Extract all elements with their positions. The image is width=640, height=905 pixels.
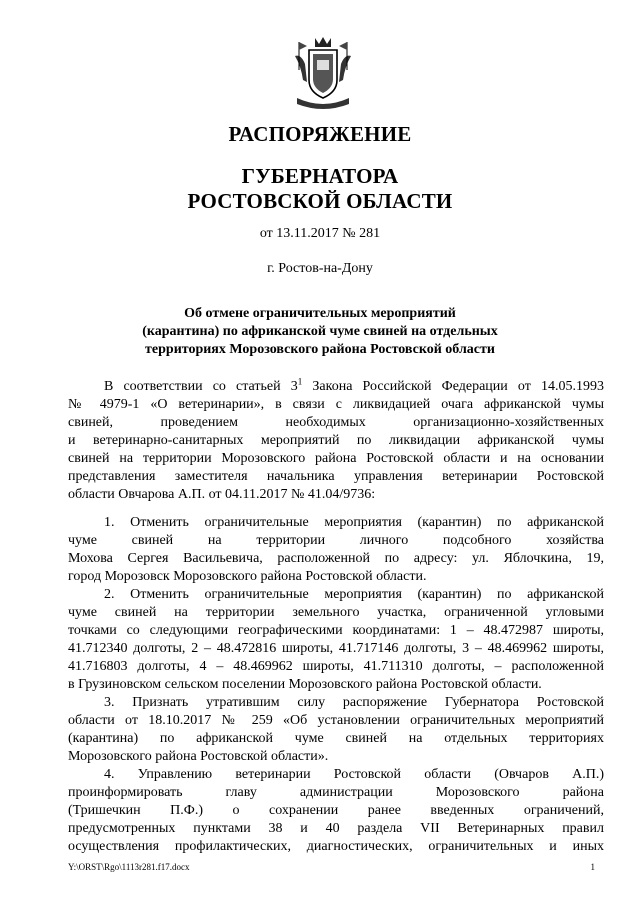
preamble-paragraph — [68, 378, 604, 504]
text-line: свиней, проведением необходимых организационно-хозяйственных — [68, 415, 604, 430]
document-date-number: от 13.11.2017 № 281 — [259, 226, 381, 241]
item-1-line: Мохова Сергея Васильевича, расположенной по адресу: ул. Яблочкина, 19, — [68, 551, 604, 566]
text-line: свиней на территории Морозовского района Ростовской области и на основании — [68, 451, 604, 466]
coat-of-arms-icon — [291, 36, 355, 112]
text-line: и ветеринарно-санитарных мероприятий по ликвидации африканской чумы — [68, 433, 604, 448]
item-1-line: чуме свиней на территории личного подсобного хозяйства — [68, 533, 604, 548]
text-line: представления заместителя начальника управления ветеринарии Ростовской — [68, 469, 604, 484]
file-path-footer: Y:\ORST\Rgo\1113r281.f17.docx — [68, 862, 190, 872]
document-heading — [120, 305, 520, 359]
item-3-line: Морозовского района Ростовской области». — [68, 749, 329, 764]
item-3-line: (карантина) по африканской чуме свиней на отдельных территориях — [68, 731, 604, 746]
item-4-line: (Тришечкин П.Ф.) о сохранении ранее введенных ограничений, — [68, 803, 604, 818]
item-4-line: 4. Управлению ветеринарии Ростовской области (Овчаров А.П.) — [104, 767, 604, 782]
document-city: г. Ростов-на-Дону — [267, 261, 373, 276]
page-number: 1 — [590, 862, 595, 872]
item-2-line: 41.716803 долготы, 4 – 48.469962 широты, 41.711310 долготы, – расположенной — [68, 659, 604, 674]
item-3-line: 3. Признать утратившим силу распоряжение Губернатора Ростовской — [104, 695, 604, 710]
heading-line: Об отмене ограничительных мероприятий — [184, 306, 456, 321]
item-2-line: точками со следующими географическими координатами: 1 – 48.472987 широты, — [68, 623, 604, 638]
item-4-line: осуществления профилактических, диагностических, ограничительных и иных — [68, 839, 604, 854]
issuer-title-line1: ГУБЕРНАТОРА — [241, 164, 399, 188]
item-2-line: 41.712340 долготы, 2 – 48.472816 широты, 41.717146 долготы, 3 – 48.469962 широты, — [68, 641, 604, 656]
resolution-items — [68, 514, 604, 856]
text-line: области Овчарова А.П. от 04.11.2017 № 41.04/9736: — [68, 487, 376, 502]
item-3-line: области от 18.10.2017 № 259 «Об установлении ограничительных мероприятий — [68, 713, 604, 728]
heading-line: территориях Морозовского района Ростовской области — [145, 342, 495, 357]
item-1-line: 1. Отменить ограничительные мероприятия (карантин) по африканской — [104, 515, 604, 530]
heading-line: (карантина) по африканской чуме свиней на отдельных — [142, 324, 498, 339]
text-line: № 4979-1 «О ветеринарии», в связи с ликвидацией очага африканской чумы — [68, 397, 604, 412]
item-2-line: в Грузиновском сельском поселении Морозовского района Ростовской области. — [68, 677, 542, 692]
item-4-line: проинформировать главу администрации Морозовского района — [68, 785, 604, 800]
issuer-title-line2: РОСТОВСКОЙ ОБЛАСТИ — [187, 189, 453, 213]
item-2-line: чуме свиней на территории земельного участка, ограниченной угловыми — [68, 605, 604, 620]
item-1-line: город Морозовск Морозовского района Ростовской области. — [68, 569, 427, 584]
item-4-line: предусмотренных пунктами 38 и 40 раздела VII Ветеринарных правил — [68, 821, 604, 836]
item-2-line: 2. Отменить ограничительные мероприятия (карантин) по африканской — [104, 587, 604, 602]
text-line: В соответствии со статьей $3^1$ Закона Российской Федерации от 14.05.1993 — [104, 376, 604, 394]
document-type-title: РАСПОРЯЖЕНИЕ — [228, 122, 412, 146]
